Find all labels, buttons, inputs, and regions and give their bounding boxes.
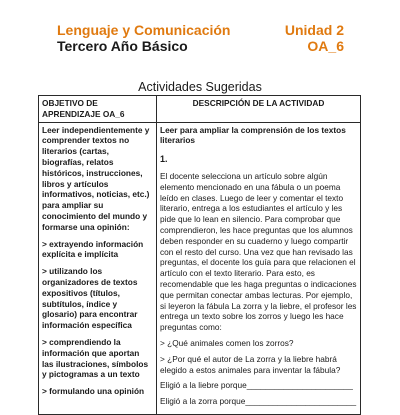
question-item: > ¿Qué animales comen los zorros?: [160, 337, 294, 348]
unit-label: Unidad 2: [284, 22, 344, 38]
answer-line: Eligió a la zorra porque________________________: [160, 396, 357, 407]
section-title: Actividades Sugeridas: [138, 80, 262, 94]
objective-item: > extrayendo información explícita e implícita: [42, 238, 144, 260]
description-cell: [157, 122, 361, 414]
subject-title: Lenguaje y Comunicación: [57, 22, 231, 38]
description-header: DESCRIPCIÓN DE LA ACTIVIDAD: [157, 96, 361, 123]
table-header-row: [39, 96, 361, 123]
objective-item: > comprendiendo la información que aportan las ilustraciones, símbolos y pictogramas a un texto: [42, 336, 149, 380]
activity-text: El docente selecciona un artículo sobre algún elemento mencionado en una fábula o un poema leído en clases. Luego de leer y comentar el texto literario, entrega a los estudiantes el artículo y les pide que lo lean en silencio. Para comprobar que comprendieron, les hace preguntas que los alumnos deben responder en su cuaderno y luego compartir con el resto del curso. Una vez que han revisado las preguntas, el docente los guía para que relacionen el artículo con el texto literario. Para esto, es recomendable que les haga preguntas o indicaciones que permitan conectar ambas lecturas. Por ejemplo, si leyeron la fábula La zorra y la liebre, el profesor les entrega un texto sobre los zorros y luego les hace preguntas como:: [160, 170, 357, 333]
activities-table: [38, 95, 361, 415]
objective-header: OBJETIVO DE APRENDIZAJE OA_6: [39, 96, 157, 123]
page-header: [0, 0, 400, 60]
objective-item: > formulando una opinión: [42, 386, 145, 397]
course-title: Tercero Año Básico: [57, 38, 188, 54]
question-item: > ¿Por qué el autor de La zorra y la liebre habrá elegido a estos animales para inventar la fábula?: [160, 353, 341, 375]
objective-intro: Leer independientemente y comprender textos no literarios (cartas, biografías, relatos históricos, instrucciones, libros y artículos informativos, noticias, etc.) para ampliar su conocimiento del mundo y formarse una opinión:: [42, 124, 150, 232]
objective-item: > utilizando los organizadores de textos expositivos (títulos, subtítulos, índice y glosario) para encontrar información específica: [42, 266, 138, 331]
answer-line: Eligió a la liebre porque_______________________: [160, 380, 353, 391]
oa-label: OA_6: [307, 38, 344, 54]
table-row: [39, 122, 361, 414]
activity-number: 1.: [160, 154, 168, 165]
activity-title: Leer para ampliar la comprensión de los textos literarios: [160, 124, 346, 146]
objective-cell: [39, 122, 157, 414]
